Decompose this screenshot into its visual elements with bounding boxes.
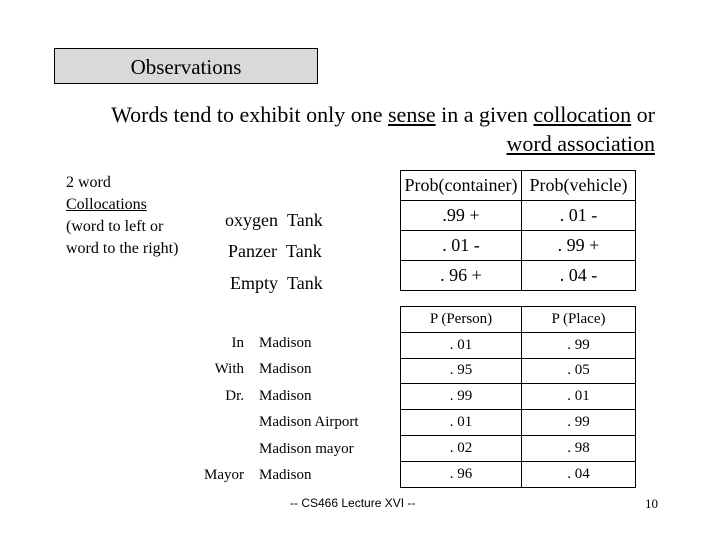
table-header: Prob(vehicle) — [522, 171, 636, 201]
table-cell: . 95 — [401, 358, 522, 384]
table-row — [401, 231, 636, 261]
tank-row-label: oxygen Tank — [225, 210, 323, 230]
table-cell: . 99 — [522, 410, 636, 436]
table-row — [401, 201, 636, 231]
table-row — [401, 410, 636, 436]
tank-row-label: Panzer Tank — [228, 241, 322, 261]
slide-title: Observations — [54, 48, 318, 84]
table-cell: . 99 — [522, 332, 636, 358]
table-row — [401, 358, 636, 384]
table-row — [401, 171, 636, 201]
table-row — [401, 461, 636, 487]
madison-probability-table — [400, 306, 636, 488]
table-row — [401, 435, 636, 461]
tank-row-label: Empty Tank — [230, 273, 323, 293]
table-cell: . 96 — [401, 461, 522, 487]
madison-right-label: Madison Airport — [259, 414, 359, 430]
table-header: Prob(container) — [401, 171, 522, 201]
table-cell: . 01 — [522, 384, 636, 410]
table-row — [401, 307, 636, 333]
table-row — [401, 261, 636, 291]
madison-right-label: Madison mayor — [259, 441, 354, 457]
table-cell: . 01 - — [522, 201, 636, 231]
table-cell: . 04 - — [522, 261, 636, 291]
table-row — [401, 384, 636, 410]
page-number: 10 — [645, 496, 658, 511]
table-cell: . 01 — [401, 332, 522, 358]
tank-probability-table — [400, 170, 636, 291]
table-row — [401, 332, 636, 358]
table-cell: . 02 — [401, 435, 522, 461]
table-cell: . 96 + — [401, 261, 522, 291]
table-header: P (Person) — [401, 307, 522, 333]
madison-left-label: With — [214, 361, 244, 377]
madison-right-label: Madison — [259, 388, 312, 404]
side-note: 2 word Collocations (word to left or word to the right) — [66, 174, 179, 257]
madison-left-label: Mayor — [204, 467, 244, 483]
statement: Words tend to exhibit only one sense in a given collocation or word association — [111, 102, 655, 156]
table-header: P (Place) — [522, 307, 636, 333]
table-cell: . 04 — [522, 461, 636, 487]
table-cell: . 98 — [522, 435, 636, 461]
table-cell: . 01 — [401, 410, 522, 436]
table-cell: . 05 — [522, 358, 636, 384]
table-cell: . 01 - — [401, 231, 522, 261]
madison-right-label: Madison — [259, 335, 312, 351]
madison-right-label: Madison — [259, 361, 312, 377]
madison-left-label: Dr. — [225, 388, 244, 404]
madison-right-label: Madison — [259, 467, 312, 483]
table-cell: .99 + — [401, 201, 522, 231]
madison-left-label: In — [231, 335, 244, 351]
table-cell: . 99 + — [522, 231, 636, 261]
table-cell: . 99 — [401, 384, 522, 410]
footer: -- CS466 Lecture XVI -- — [290, 496, 416, 510]
